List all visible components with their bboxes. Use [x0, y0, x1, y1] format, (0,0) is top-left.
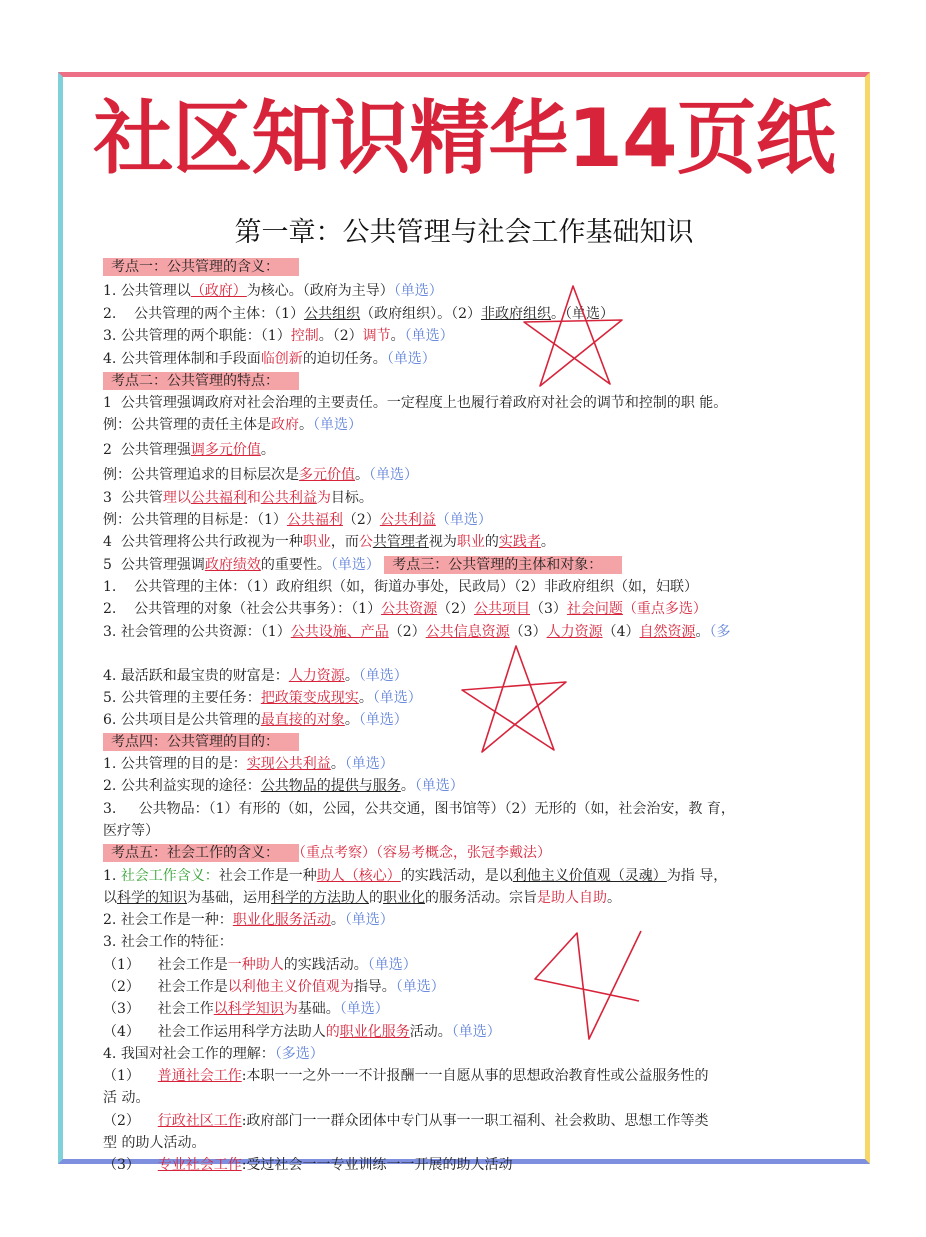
k5-item-2: 2. 社会工作是一种：职业化服务活动。（单选） [103, 912, 394, 928]
section-heading-1: 考点一：公共管理的含义： [103, 257, 299, 277]
k5-sub-2: （2） 社会工作是以利他主义价值观为指导。（单选） [103, 979, 445, 995]
k2-example-3: 例：公共管理的目标是：（1）公共福利（2）公共利益（单选） [103, 512, 492, 528]
k5-understanding-2-cont: 型 的助人活动。 [103, 1135, 206, 1151]
k1-item-1: 1. 公共管理以（政府）为核心。（政府为主导）（单选） [103, 283, 443, 299]
k3-item-1: 1. 公共管理的主体：（1）政府组织（如，街道办事处，民政局）（2）非政府组织（如，妇联） [103, 579, 698, 595]
chapter-title: 第一章：公共管理与社会工作基础知识 [234, 217, 694, 248]
handdrawn-star-icon [529, 927, 647, 1045]
k2-item-1: 1 公共管理强调政府对社会治理的主要责任。一定程度上也履行着政府对社会的调节和控制的职 能。 [103, 395, 728, 411]
k5-item-1-cont: 以科学的知识为基础，运用科学的方法助人的职业化的服务活动。宗旨是助人自助。 [103, 890, 621, 906]
k5-sub-4: （4） 社会工作运用科学方法助人的职业化服务活动。（单选） [103, 1024, 501, 1040]
k5-sub-3: （3） 社会工作以科学知识为基础。（单选） [103, 1001, 389, 1017]
k5-sub-1: （1） 社会工作是一种助人的实践活动。（单选） [103, 957, 417, 973]
section-heading-3: 考点三：公共管理的主体和对象： [384, 556, 622, 574]
k4-item-1: 1. 公共管理的目的是：实现公共利益。（单选） [103, 756, 394, 772]
k3-item-5: 5. 公共管理的主要任务：把政策变成现实。（单选） [103, 690, 422, 706]
k5-understanding-1-cont: 活 动。 [103, 1090, 150, 1106]
k5-understanding-2: （2） 行政社区工作:政府部门一一群众团体中专门从事一一职工福利、社会救助、思想工作等类 [103, 1113, 709, 1129]
k4-item-2: 2. 公共利益实现的途径：公共物品的提供与服务。（单选） [103, 778, 464, 794]
section-heading-2: 考点二：公共管理的特点： [103, 371, 299, 391]
k2-example-1: 例：公共管理的责任主体是政府。（单选） [103, 417, 362, 433]
k2-item-4: 4 公共管理将公共行政视为一种职业，而公共管理者视为职业的实践者。 [103, 534, 555, 550]
k5-understanding-1: （1） 普通社会工作:本职一一之外一一不计报酬一一自愿从事的思想政治教育性或公益服务性的 [103, 1068, 709, 1084]
k4-item-3-cont: 医疗等） [103, 823, 159, 839]
k2-item-5: 5 公共管理强调政府绩效的重要性。（单选） 考点三：公共管理的主体和对象： [103, 555, 622, 575]
k1-item-4: 4. 公共管理体制和手段面临创新的迫切任务。（单选） [103, 351, 436, 367]
k2-example-2: 例：公共管理追求的目标层次是多元价值。（单选） [103, 467, 418, 483]
k3-item-4: 4. 最活跃和最宝贵的财富是：人力资源。（单选） [103, 668, 408, 684]
k2-item-3: 3 公共管理以公共福利和公共利益为目标。 [103, 490, 373, 506]
section-5-note: （重点考察）（容易考概念，张冠李戴法） [299, 845, 551, 861]
k5-item-4: 4. 我国对社会工作的理解：（多选） [103, 1046, 324, 1062]
k5-item-3: 3. 社会工作的特征： [103, 934, 233, 950]
handdrawn-star-icon [518, 282, 628, 392]
k3-item-3: 3. 社会管理的公共资源：（1）公共设施、产品（2）公共信息资源（3）人力资源（4）自然资源。（多 [103, 624, 731, 640]
document-page [58, 72, 870, 1173]
k4-item-3: 3. 公共物品：（1）有形的（如，公园，公共交通，图书馆等）（2）无形的（如，社会治安，教 育， [103, 801, 735, 817]
k1-item-2: 2. 公共管理的两个主体：（1）公共组织（政府组织）。（2）非政府组织。（单选） [103, 306, 615, 322]
section-heading-5: 考点五：社会工作的含义： （重点考察）（容易考概念，张冠李戴法） [103, 843, 551, 863]
k5-item-1: 1. 社会工作含义：社会工作是一种助人（核心）的实践活动，是以利他主义价值观（灵魂）为指 导， [103, 868, 728, 884]
handdrawn-star-icon [456, 642, 571, 757]
section-heading-4: 考点四：公共管理的目的： [103, 732, 299, 752]
k3-item-2: 2. 公共管理的对象（社会公共事务）：（1）公共资源（2）公共项目（3）社会问题（重点多选） [103, 601, 707, 617]
banner-title: 社区知识精华14页纸 [93, 92, 835, 185]
k1-item-3: 3. 公共管理的两个职能：（1）控制。（2）调节。（单选） [103, 328, 454, 344]
k2-item-2: 2 公共管理强调多元价值。 [103, 442, 275, 458]
k5-understanding-3: （3） 专业社会工作:受过社会一一专业训练一一开展的助人活动 [103, 1157, 513, 1173]
k3-item-6: 6. 公共项目是公共管理的最直接的对象。（单选） [103, 712, 408, 728]
